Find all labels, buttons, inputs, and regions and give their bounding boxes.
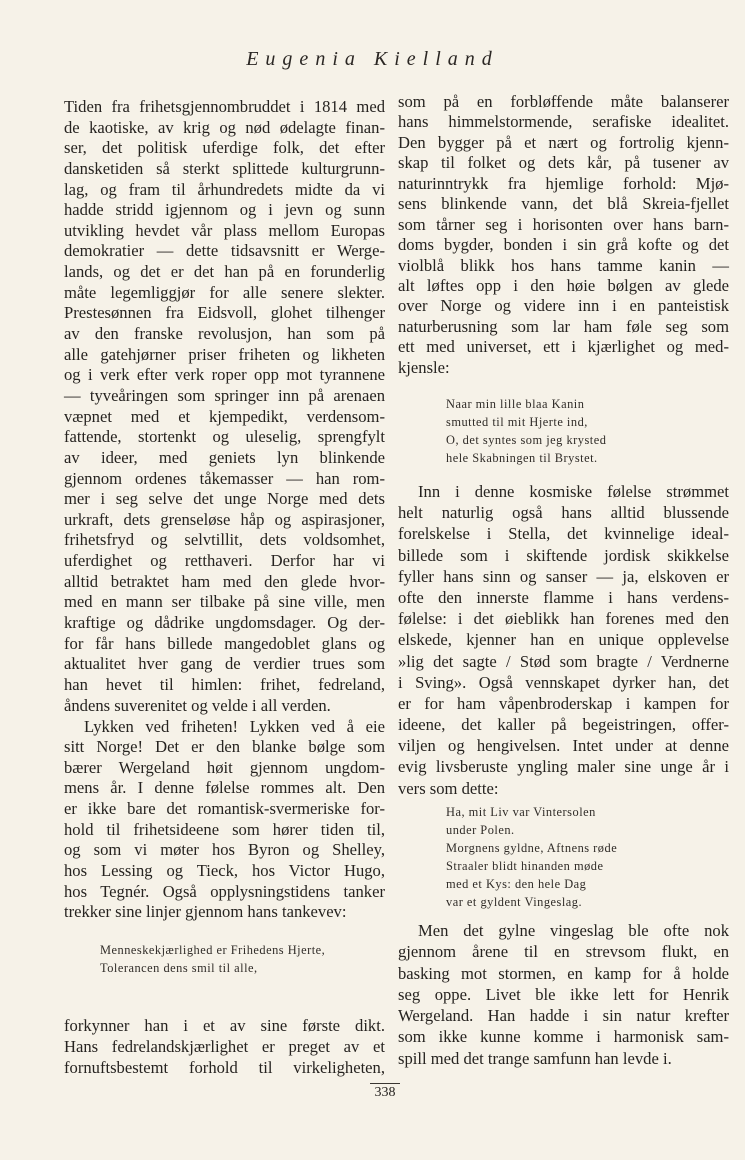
text-line: »lig det sagte / Stød som bragte / Verdnerne: [398, 651, 729, 671]
text-line: av ideer, med geniets lyn blinkende: [64, 447, 385, 467]
verse-line: hele Skabningen til Brystet.: [446, 451, 598, 465]
text-line: naturinntrykk fra hjemlige forhold: Mjø-: [398, 173, 729, 193]
text-line: doms bygder, bonden i sin grå kofte og det: [398, 235, 729, 255]
text-line: er for ham våpenbroderskap i kampen for: [398, 693, 729, 713]
text-line: væpnet med et kjempedikt, verdensom-: [64, 406, 385, 426]
text-line: for får hans billede mangedoblet glans og: [64, 633, 385, 653]
text-line: lag, og fram til århundredets midte da vi: [64, 179, 385, 199]
text-line: fornuftsbestemt forhold til virkeligheten,: [64, 1058, 385, 1077]
text-line: aktualitet hver gang de verdier trues som: [64, 654, 385, 674]
text-line: Lykken ved friheten! Lykken ved å eie: [84, 716, 385, 736]
text-line: hos Tegnér. Også opplysningstidens tanker: [64, 881, 385, 901]
text-line: trekker sine linjer gjennom hans tankevev:: [64, 902, 347, 922]
text-line: av den franske revolusjon, han som på: [64, 324, 385, 344]
text-line: hadde stridd igjennom og i jevn og sunn: [64, 200, 385, 220]
text-line: dansketiden så sterkt splittede kulturgrunn-: [64, 158, 385, 178]
text-line: evig livsberuste yngling maler sine unge år i: [398, 757, 729, 777]
text-line: de kaotiske, av krig og nød ødelagte finan-: [64, 117, 385, 137]
text-line: og i verk efter verk roper opp mot tyrannene: [64, 365, 385, 385]
text-line: som tårner seg i horisonten over hans barn-: [398, 214, 729, 234]
text-line: skap til folket og dets kår, på tusener av: [398, 153, 729, 173]
text-line: helt naturlig også hans alltid blussende: [398, 503, 729, 523]
text-line: forkynner han i et av sine første dikt.: [64, 1016, 385, 1035]
text-line: elskede, kjenner han en unique opplevelse: [398, 630, 729, 650]
verse-line: Tolerancen dens smil til alle,: [100, 961, 258, 975]
verse-quote: [446, 395, 606, 467]
text-line: sitt Norge! Det er den blanke bølge som: [64, 737, 385, 757]
text-line: violblå blikk hos hans tamme kanin —: [398, 255, 729, 275]
text-line: mens år. I denne følelse rommes alt. Den: [64, 778, 385, 798]
text-line: Hans fedrelandskjærlighet er preget av et: [64, 1037, 385, 1056]
text-line: forelskelse i Stella, det kvinnelige ideal-: [398, 524, 729, 544]
text-line: som ikke kunne komme i harmonisk sam-: [398, 1027, 729, 1047]
text-line: måte legemliggjør for alle senere slekter.: [64, 282, 385, 302]
text-line: frihetsfryd og selvtillit, dets voldsomhet,: [64, 530, 385, 550]
text-line: ideene, det kaller på begeistringen, offer-: [398, 715, 729, 735]
text-line: hos Lessing og Tieck, hos Victor Hugo,: [64, 860, 385, 880]
verse-line: Straaler blidt hinanden møde: [446, 859, 604, 873]
text-line: alltid betraktet ham med den glede hvor-: [64, 571, 385, 591]
text-line: hold til frihetsideene som hører tiden til,: [64, 819, 385, 839]
text-line: ett med universet, ett i kjærlighet og med-: [398, 337, 729, 357]
text-line: sens blinkende vann, det blå Skreia-fjellet: [398, 194, 729, 214]
text-line: — tyveåringen som springer inn på arenaen: [64, 385, 385, 405]
verse-line: smutted til mit Hjerte ind,: [446, 415, 588, 429]
text-line: basking mot stormen, en kamp for å holde: [398, 963, 729, 983]
text-line: naturberusning som lar ham føle seg som: [398, 316, 729, 336]
paragraph: [64, 1015, 385, 1078]
text-line: åndens suverenitet og velde i all verden.: [64, 695, 331, 715]
verse-line: O, det syntes som jeg krysted: [446, 433, 607, 447]
running-header: Eugenia Kielland: [246, 48, 499, 70]
paragraph: [64, 97, 385, 716]
text-line: over Norge og videre inn i en panteistisk: [398, 296, 729, 316]
verse-line: med et Kys: den hele Dag: [446, 877, 587, 891]
text-line: som på en forbløffende måte balanserer: [398, 92, 729, 111]
text-line: Prestesønnen fra Eidsvoll, glohet tilhenger: [64, 303, 385, 323]
text-line: fattende, stortenkt og uleselig, sprengfylt: [64, 427, 385, 447]
text-line: alle gatehjørner priser friheten og likheten: [64, 344, 385, 364]
paragraph: [64, 717, 385, 923]
text-line: og som vi møter hos Byron og Shelley,: [64, 840, 385, 860]
text-line: seg oppe. Livet ble ikke lett for Henrik: [398, 984, 729, 1004]
verse-line: Menneskekjærlighed er Frihedens Hjerte,: [100, 943, 326, 957]
text-line: følelse: i det øieblikk han forenes med den: [398, 609, 729, 629]
verse-line: Ha, mit Liv var Vintersolen: [446, 805, 596, 819]
text-line: gjennom ordenes tåkemasser — han rom-: [64, 468, 385, 488]
text-line: han hevet til himlen: frihet, fedreland,: [64, 674, 385, 694]
text-line: kraftige og dådrike ungdomsdager. Og der-: [64, 613, 385, 633]
verse-quote: [446, 803, 617, 911]
text-line: Wergeland. Han hadde i sin natur krefter: [398, 1006, 729, 1026]
paragraph: [398, 92, 729, 378]
text-line: vers som dette:: [398, 778, 499, 798]
text-line: med en mann ser tilbake på sine ville, men: [64, 592, 385, 612]
text-line: billede som i skiftende jordisk skikkelse: [398, 545, 729, 565]
verse-line: under Polen.: [446, 823, 515, 837]
text-line: fyller hans sinn og sanser — ja, elskoven er: [398, 566, 729, 586]
text-line: mer i seg selve det unge Norge med dets: [64, 489, 385, 509]
text-line: i Sving». Også vennskapet dyrker han, det: [398, 672, 729, 692]
text-line: urkraft, dets grenseløse håp og aspirasjoner,: [64, 509, 385, 529]
text-line: utvikling hevdet vår plass mellom Europas: [64, 220, 385, 240]
text-line: hans himmelstormende, serafiske idealitet.: [398, 112, 729, 132]
paragraph: [398, 920, 729, 1069]
verse-line: var et gyldent Vingeslag.: [446, 895, 583, 909]
paragraph: [398, 481, 729, 799]
verse-quote: [100, 941, 325, 977]
text-line: er ikke bare det romantisk-svermeriske for-: [64, 799, 385, 819]
text-line: lands, og det er det han på en forunderlig: [64, 262, 385, 282]
page-number: 338: [370, 1083, 400, 1101]
verse-line: Naar min lille blaa Kanin: [446, 397, 585, 411]
text-line: demokratier — dette tidsavsnitt er Werge-: [64, 241, 385, 261]
text-line: uferdighet og retthaveri. Derfor har vi: [64, 551, 385, 571]
text-line: alt løftes opp i den høie bølgen av glede: [398, 275, 729, 295]
text-line: Men det gylne vingeslag ble ofte nok: [418, 921, 729, 940]
text-line: Den bygger på et nært og fortrolig kjenn-: [398, 132, 729, 152]
text-line: kjensle:: [398, 357, 450, 377]
text-line: viljen og hengivelsen. Intet under at denne: [398, 736, 729, 756]
text-line: Inn i denne kosmiske følelse strømmet: [418, 482, 729, 501]
text-line: Tiden fra frihetsgjennombruddet i 1814 med: [64, 97, 385, 116]
text-line: ofte den innerste flamme i hans verdens-: [398, 587, 729, 607]
text-line: spill med det trange samfunn han levde i.: [398, 1048, 672, 1068]
text-line: bærer Wergeland høit gjennom ungdom-: [64, 757, 385, 777]
text-line: gjennom årene til en strevsom flukt, en: [398, 942, 729, 962]
text-line: ser, det politisk uferdige folk, det efter: [64, 138, 385, 158]
verse-line: Morgnens gyldne, Aftnens røde: [446, 841, 618, 855]
